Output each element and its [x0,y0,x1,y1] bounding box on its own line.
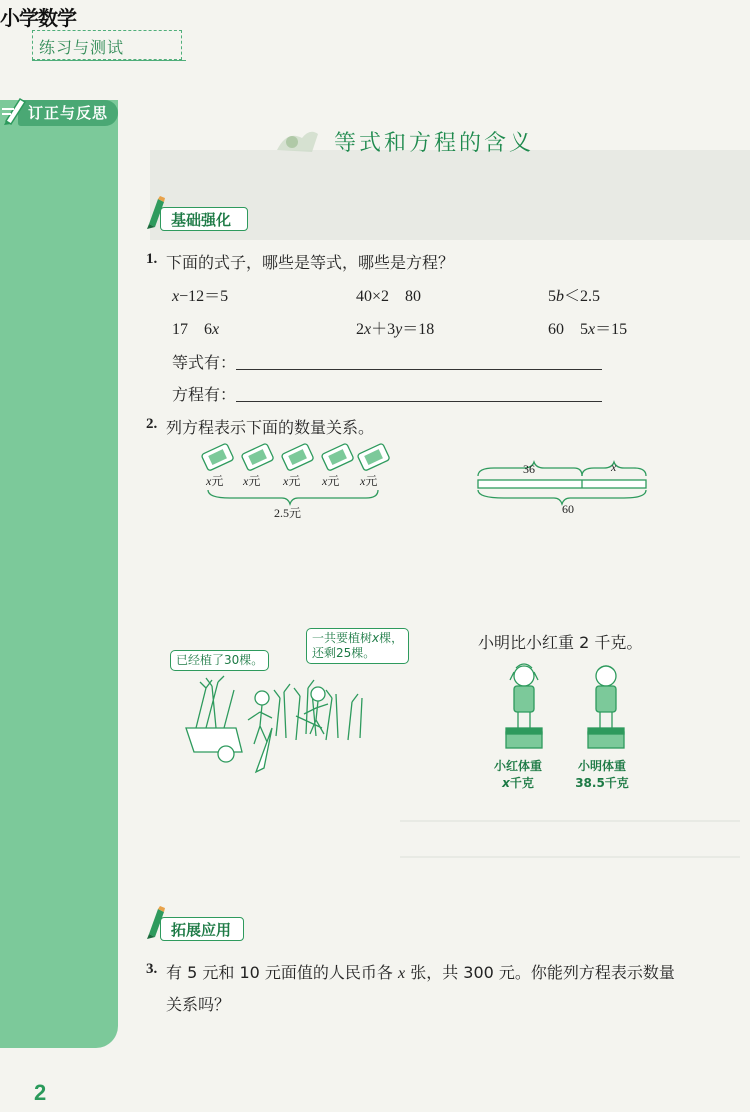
tree-planting-illustration [176,668,372,778]
expression: 60 5x＝15 [548,321,628,338]
pencil-icon [2,95,28,127]
book-title: 小学数学 [0,6,76,30]
eraser-total-label: 2.5元 [274,506,302,520]
expression: 5b＜2.5 [548,288,601,305]
bleed-through-line [400,856,740,858]
question-text: 列方程表示下面的数量关系。 [166,418,375,437]
expression: 17 6x [172,321,220,338]
page-number: 2 [34,1080,47,1105]
xiaohong-weight-label: 小红体重 x千克 [493,759,542,790]
xiaoming-weight-label: 小明体重 38.5千克 [575,759,629,790]
speech-bubble-planted: 已经植了30棵。 [170,650,269,671]
question-number: 2. [146,416,158,432]
question-number: 1. [146,251,158,267]
eraser-price-label: x元 [360,474,378,488]
formulas-label: 方程有： [172,385,237,404]
question-text: 有 5 元和 10 元面值的人民币各 x 张，共 300 元。你能列方程表示数量 [166,963,675,982]
bar-right-label: x [611,460,617,474]
eraser-price-label: x元 [206,474,224,488]
eraser-price-label: x元 [283,474,301,488]
children-on-scales-illustration [498,662,638,758]
question-number: 3. [146,961,158,977]
section-extend-badge: 拓展应用 [160,917,244,941]
bleed-through-line [400,820,740,822]
sidebar-label: 订正与反思 [28,104,109,122]
book-subtitle: 练习与测试 [32,30,182,60]
answer-line-equations[interactable] [236,369,602,370]
title-decoration-icon [272,120,322,160]
equations-label: 等式有： [172,353,237,372]
correction-sidebar [0,100,118,1048]
answer-line-formulas[interactable] [236,401,602,402]
bar-left-label: 36 [523,462,535,476]
header-divider [32,60,186,61]
question-text: 下面的式子，哪些是等式，哪些是方程？ [166,253,455,272]
expression: 2x＋3y＝18 [356,321,435,338]
weight-comparison-text: 小明比小红重 2 千克。 [478,633,643,652]
bar-total-label: 60 [562,502,574,516]
lesson-title: 等式和方程的含义 [334,131,535,156]
expression: x−12＝5 [172,288,229,305]
section-basic-badge: 基础强化 [160,207,248,231]
expression: 40×2 80 [356,288,422,305]
eraser-price-label: x元 [322,474,340,488]
speech-bubble-total: 一共要植树x棵， 还剩25棵。 [306,628,409,664]
eraser-price-label: x元 [243,474,261,488]
question-text-cont: 关系吗？ [166,995,231,1014]
